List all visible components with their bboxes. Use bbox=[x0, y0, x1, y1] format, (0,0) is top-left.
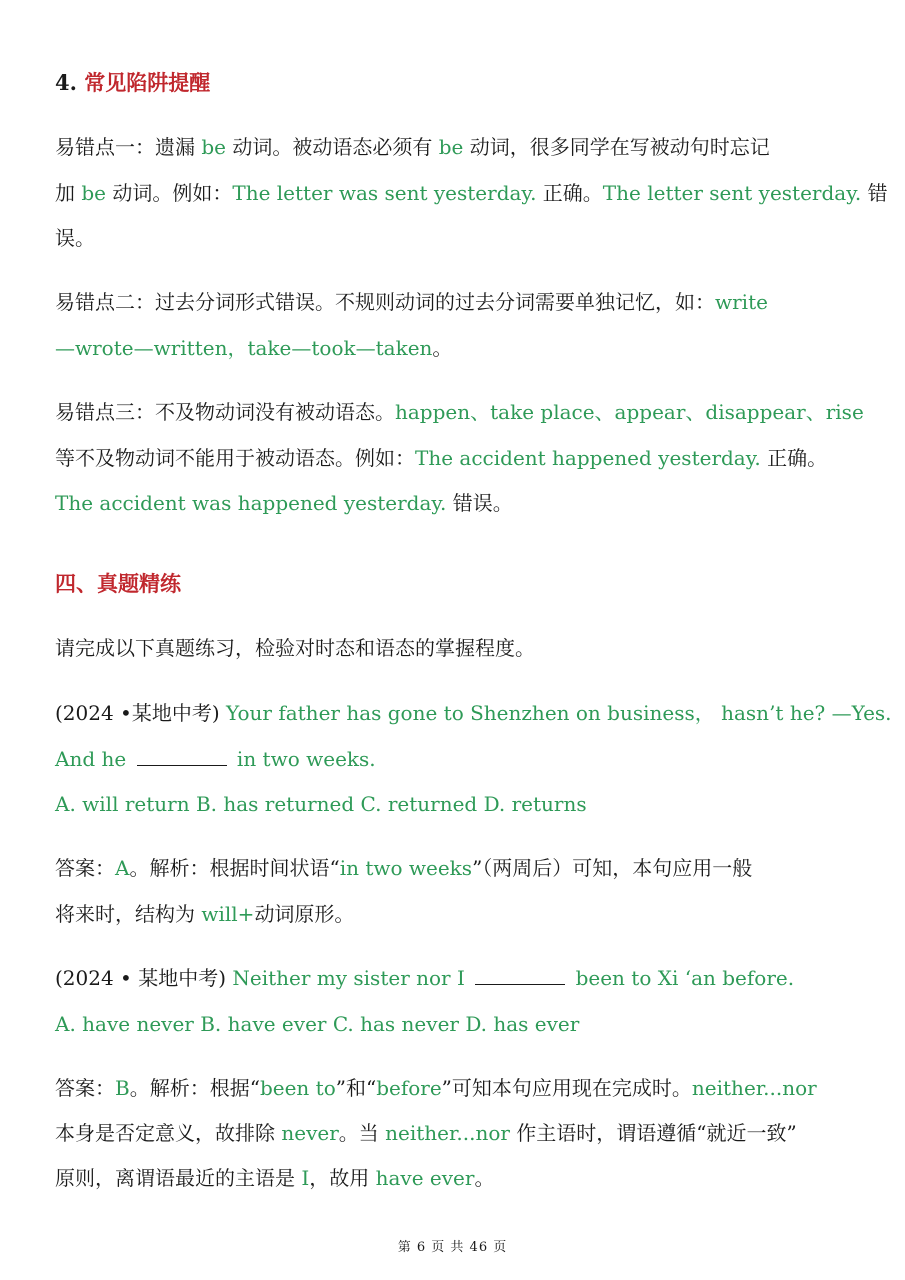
text: 作主语时，谓语遵循“就近一致” bbox=[509, 1121, 797, 1145]
text: ”和“ bbox=[335, 1076, 377, 1100]
text: 易错点三：不及物动词没有被动语态。 bbox=[55, 400, 395, 424]
text: 错 bbox=[861, 181, 888, 205]
english-term: in two weeks bbox=[339, 856, 473, 880]
trap-one-line-1 bbox=[55, 132, 850, 162]
text: 将来时，结构为 bbox=[55, 902, 202, 926]
question-text: in two weeks. bbox=[230, 747, 376, 771]
question-two-options bbox=[55, 1009, 850, 1039]
question-text: And he bbox=[55, 747, 133, 771]
answer-options: A. have never B. have ever C. has never D. has ever bbox=[55, 1012, 580, 1036]
answer-letter: B bbox=[115, 1076, 130, 1100]
section-heading-traps bbox=[55, 68, 850, 98]
english-term: be bbox=[201, 135, 226, 159]
question-source: (2024 • 某地中考) bbox=[55, 966, 233, 990]
text: 等不及物动词不能用于被动语态。例如： bbox=[55, 446, 415, 470]
answer-blank bbox=[137, 747, 227, 766]
english-term: neither...nor bbox=[691, 1076, 817, 1100]
question-text: Your father has gone to Shenzhen on business， hasn’t he? —Yes. bbox=[226, 701, 892, 725]
english-term: have ever bbox=[375, 1166, 475, 1190]
section-title: 四、真题精练 bbox=[55, 571, 181, 596]
english-term: I bbox=[301, 1166, 310, 1190]
text: 。当 bbox=[338, 1121, 386, 1145]
section-title: 常见陷阱提醒 bbox=[84, 70, 211, 95]
example-correct: The letter was sent yesterday. bbox=[232, 181, 537, 205]
text: 正确。 bbox=[760, 446, 828, 470]
question-source: (2024 •某地中考) bbox=[55, 701, 227, 725]
answer-letter: A bbox=[115, 856, 130, 880]
text: 误。 bbox=[55, 226, 95, 250]
example-correct: The accident happened yesterday. bbox=[415, 446, 761, 470]
text: 。解析：根据时间状语“ bbox=[129, 856, 340, 880]
text: ”（两周后）可知，本句应用一般 bbox=[472, 856, 753, 880]
text: 动词。例如： bbox=[106, 181, 233, 205]
english-term: will+ bbox=[201, 902, 255, 926]
answer-two-line-1 bbox=[55, 1073, 850, 1103]
question-two-line-1 bbox=[55, 963, 850, 993]
question-one-line-2 bbox=[55, 744, 850, 774]
text: 答案： bbox=[55, 856, 115, 880]
answer-two-line-2 bbox=[55, 1118, 850, 1148]
text: 。解析：根据“ bbox=[129, 1076, 260, 1100]
text: 答案： bbox=[55, 1076, 115, 1100]
page-number: 第 6 页 共 46 页 bbox=[397, 1240, 508, 1255]
text: 原则，离谓语最近的主语是 bbox=[55, 1166, 302, 1190]
text: 错误。 bbox=[446, 491, 513, 515]
english-term: before bbox=[376, 1076, 442, 1100]
answer-one-line-2 bbox=[55, 899, 850, 929]
english-term: been to bbox=[259, 1076, 336, 1100]
text: ”可知本句应用现在完成时。 bbox=[441, 1076, 692, 1100]
english-term: never bbox=[281, 1121, 339, 1145]
text: 本身是否定意义，故排除 bbox=[55, 1121, 282, 1145]
text: 动词，很多同学在写被动句时忘记 bbox=[463, 135, 770, 159]
example-wrong: The accident was happened yesterday. bbox=[55, 491, 447, 515]
text: 易错点一：遗漏 bbox=[55, 135, 202, 159]
intransitive-verbs: happen、take place、appear、disappear、rise bbox=[395, 400, 864, 424]
example-wrong: The letter sent yesterday. bbox=[602, 181, 862, 205]
text: 动词原形。 bbox=[254, 902, 355, 926]
answer-blank bbox=[475, 966, 565, 985]
text: 加 bbox=[55, 181, 82, 205]
trap-three-line-1 bbox=[55, 397, 864, 427]
answer-one-line-1 bbox=[55, 853, 850, 883]
english-term: write bbox=[715, 290, 768, 314]
question-one-line-1 bbox=[55, 698, 892, 728]
english-term: be bbox=[438, 135, 464, 159]
question-one-options bbox=[55, 789, 850, 819]
trap-three-line-3 bbox=[55, 488, 850, 518]
text: 易错点二：过去分词形式错误。不规则动词的过去分词需要单独记忆，如： bbox=[55, 290, 715, 314]
text: 正确。 bbox=[536, 181, 603, 205]
text: ，故用 bbox=[309, 1166, 376, 1190]
english-term: neither...nor bbox=[385, 1121, 510, 1145]
practice-intro bbox=[55, 633, 850, 663]
answer-two-line-3 bbox=[55, 1163, 850, 1193]
section-heading-practice bbox=[55, 569, 850, 599]
trap-two-line-2 bbox=[55, 333, 850, 363]
verb-forms: —wrote—written，take—took—taken bbox=[55, 336, 433, 360]
trap-three-line-2 bbox=[55, 443, 850, 473]
text: 。 bbox=[474, 1166, 495, 1190]
question-text: been to Xi ‘an before. bbox=[569, 966, 795, 990]
page-footer bbox=[0, 1236, 905, 1255]
text: 。 bbox=[432, 336, 453, 360]
trap-one-line-2 bbox=[55, 178, 888, 208]
trap-two-line-1 bbox=[55, 287, 850, 317]
text: 请完成以下真题练习，检验对时态和语态的掌握程度。 bbox=[55, 636, 535, 660]
answer-options: A. will return B. has returned C. returned D. returns bbox=[55, 792, 587, 816]
text: 动词。被动语态必须有 bbox=[226, 135, 439, 159]
section-number: 4. bbox=[55, 70, 77, 95]
trap-one-line-3 bbox=[55, 223, 850, 253]
question-text: Neither my sister nor I bbox=[232, 966, 472, 990]
english-term: be bbox=[81, 181, 106, 205]
